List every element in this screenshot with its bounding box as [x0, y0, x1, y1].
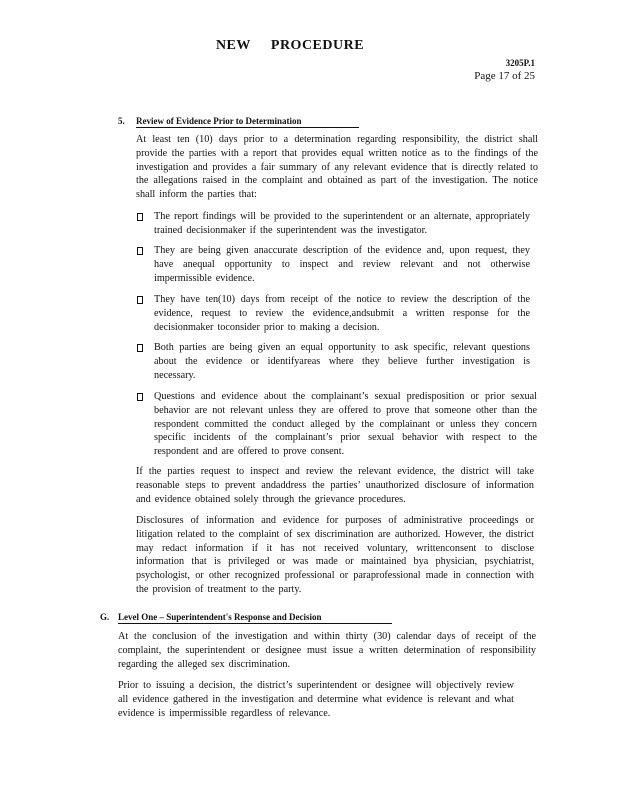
bullet-marker-icon — [137, 344, 143, 352]
bullet-text: Both parties are being given an equal opportunity to ask specific, relevant questions about the evidence or identifyareas where they believe further investigation is necessary. — [154, 342, 530, 381]
bullet-text: Questions and evidence about the complainant’s sexual predisposition or prior sexual behavior are not relevant unless they are offered to prove that someone other than the respondent committed the conduct alleged by the complainant or unless they concern specific incidents of the complainant’s prior sexual behavior with respect to the respondent and are offered to prove consent. — [154, 391, 537, 458]
section-5-heading: Review of Evidence Prior to Determination — [136, 116, 359, 128]
bullet-marker-icon — [137, 296, 143, 304]
section-5-intro: At least ten (10) days prior to a determination regarding responsibility, the district shall provide the parties with a report that provides equal written notice as to the findings of the investigation and provides a fair summary of any relevant evidence that is directly related to the allegations raised in the complaint and obtained as part of the investigation. The notice shall inform the parties that: — [136, 134, 538, 201]
policy-code: 3205P.1 — [505, 58, 535, 68]
bullet-text: They have ten(10) days from receipt of the notice to review the description of the evidence, request to review the evidence,andsubmit a written response for the decisionmaker toconsider prior to making a decision. — [154, 294, 530, 333]
page-title — [0, 38, 580, 54]
section-g-paragraph: At the conclusion of the investigation and within thirty (30) calendar days of receipt of the complaint, the superintendent or designee must issue a written determination of responsibility regarding the alleged sex discrimination. — [118, 631, 536, 670]
bullet-marker-icon — [137, 213, 143, 221]
section-5-paragraph: If the parties request to inspect and review the relevant evidence, the district will take reasonable steps to prevent andaddress the parties’ unauthorized disclosure of information and evidence obtained solely through the grievance procedures. — [136, 466, 534, 505]
section-g-marker: G. — [100, 612, 110, 622]
title-word-new: NEW — [215, 38, 251, 53]
bullet-item — [137, 341, 530, 383]
section-5-heading-row — [118, 116, 359, 128]
bullet-marker-icon — [137, 247, 143, 255]
section-g-paragraph: Prior to issuing a decision, the district’s superintendent or designee will objectively review all evidence gathered in the investigation and determine what evidence is relevant and what evidence is impermissible regardless of relevance. — [118, 680, 514, 719]
title-word-procedure: PROCEDURE — [270, 38, 365, 53]
section-5-paragraph: Disclosures of information and evidence for purposes of administrative proceedings or litigation related to the complaint of sex discrimination are authorized. However, the district may redact information if it has not received voluntary, writtenconsent to disclose information that is privileged or was made or maintained bya physician, psychiatrist, psychologist, or other recognized professional or paraprofessional made in connection with the provision of treatment to the party. — [136, 515, 534, 595]
bullet-text: The report findings will be provided to the superintendent or an alternate, appropriately trained decisionmaker if the superintendent was the investigator. — [154, 211, 530, 236]
bullet-marker-icon — [137, 393, 143, 401]
bullet-item — [137, 210, 530, 238]
bullet-text: They are being given anaccurate description of the evidence and, upon request, they have anequal opportunity to inspect and review relevant and not otherwise impermissible evidence. — [154, 245, 530, 284]
bullet-item — [137, 293, 530, 335]
section-g-heading: Level One – Superintendent's Response and Decision — [118, 612, 392, 624]
section-5-marker: 5. — [118, 116, 125, 126]
page-number: Page 17 of 25 — [474, 70, 535, 82]
section-g-heading-row — [100, 612, 392, 624]
bullet-item — [137, 390, 537, 460]
bullet-item — [137, 244, 530, 286]
